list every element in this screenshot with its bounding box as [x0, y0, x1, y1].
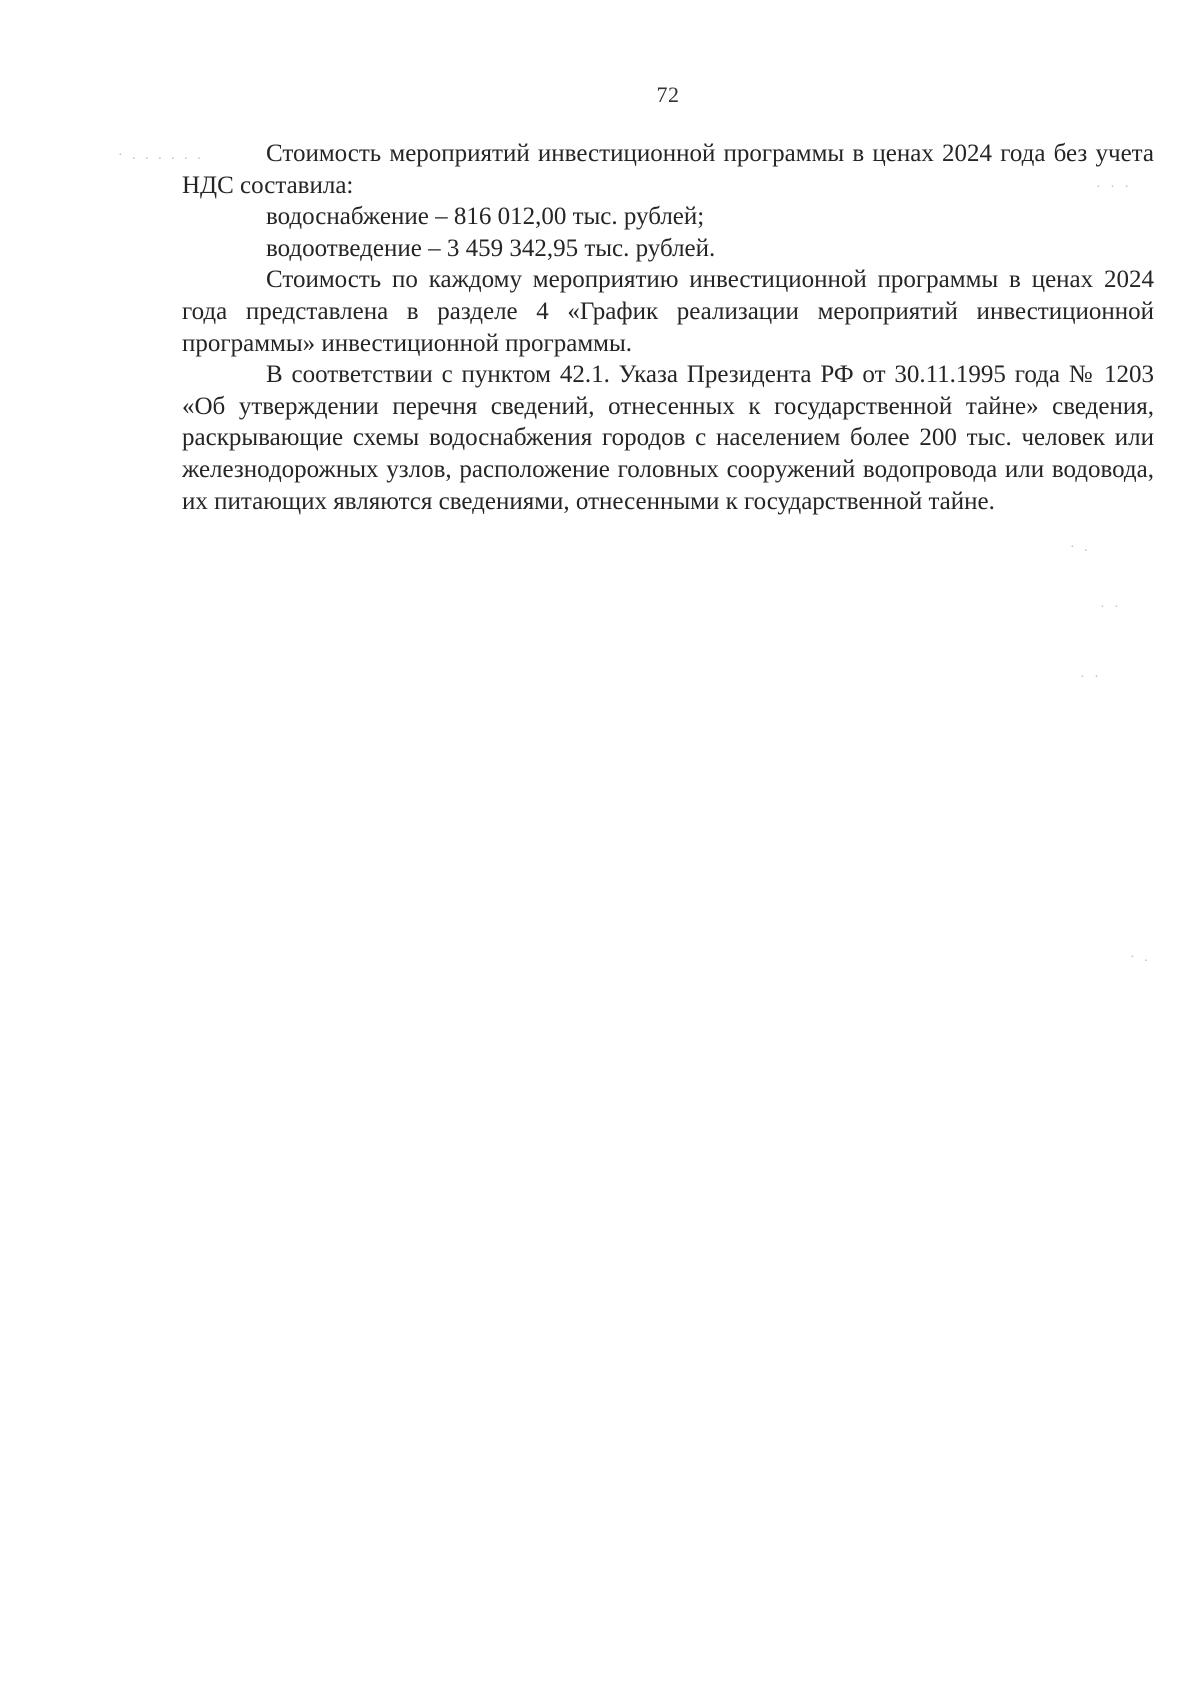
page-number: 72 — [656, 82, 680, 107]
scan-artifact: · . — [1130, 950, 1151, 965]
scan-artifact: · · — [1100, 600, 1122, 615]
scan-artifact: · . . . . . . — [118, 148, 204, 163]
scan-artifact: · · · — [1096, 180, 1132, 195]
list-item-water-disposal: водоотведение – 3 459 342,95 тыс. рублей. — [266, 234, 716, 262]
document-body — [182, 138, 1154, 517]
list-item-water-supply: водоснабжение – 816 012,00 тыс. рублей; — [266, 203, 705, 231]
scan-artifact: · . — [1070, 540, 1091, 555]
paragraph-cost-per-measure: Стоимость по каждому мероприятию инвестиционной программы в ценах 2024 года представлена в разделе 4 «График реализации мероприятий инвестиционной программы» инвестиционной программы. — [182, 266, 1154, 357]
paragraph-state-secret: В соответствии с пунктом 42.1. Указа Президента РФ от 30.11.1995 года № 1203 «Об утверждении перечня сведений, отнесенных к государственной тайне» сведения, раскрывающие схемы водоснабжения городов с населением более 200 тыс. человек или железнодорожных узлов, расположение головных сооружений водопровода или водовода, их питающих являются сведениями, отнесенными к государственной тайне. — [182, 361, 1154, 515]
paragraph-cost-summary: Стоимость мероприятий инвестиционной программы в ценах 2024 года без учета НДС составила: — [182, 140, 1154, 199]
scan-artifact: · · — [1080, 670, 1102, 685]
